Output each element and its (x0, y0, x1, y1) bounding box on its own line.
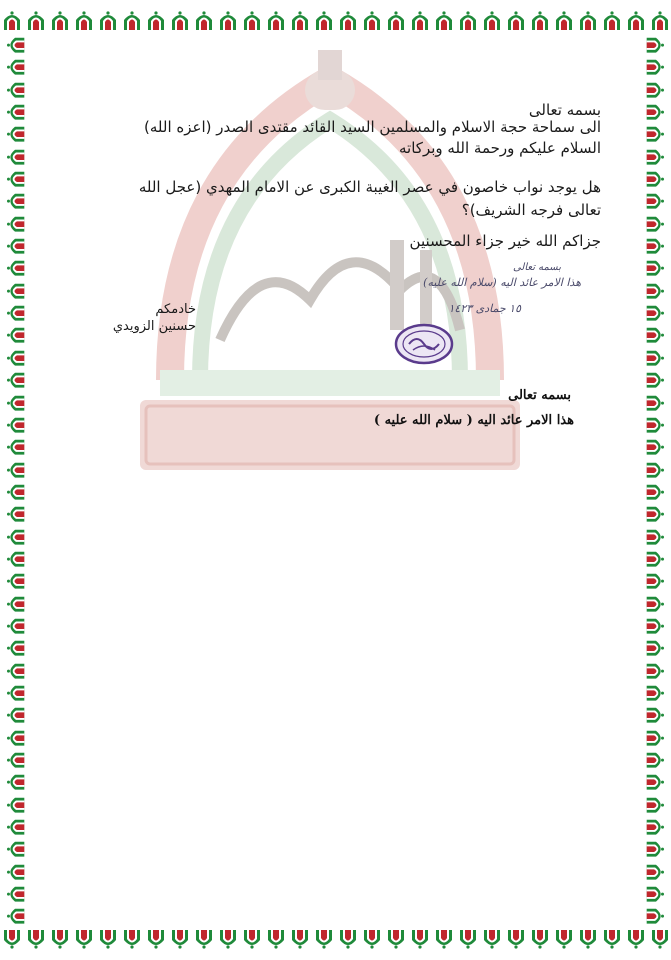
border-ornament-icon (2, 56, 28, 78)
question-line-2: تعالى فرجه الشريف)؟ (461, 201, 601, 219)
border-ornament-icon (2, 570, 28, 592)
border-ornament-icon (2, 660, 28, 682)
border-ornament-icon (2, 347, 28, 369)
border-ornament-icon (48, 8, 72, 32)
border-ornament-icon (2, 794, 28, 816)
border-ornament-icon (264, 928, 288, 952)
seal-stamp (393, 322, 455, 366)
border-ornament-icon (504, 8, 528, 32)
border-ornament-icon (643, 704, 669, 726)
border-ornament-icon (552, 928, 576, 952)
thanks-text: جزاكم الله خير جزاء المحسنين (409, 232, 601, 250)
border-ornament-icon (2, 280, 28, 302)
border-ornament-icon (408, 8, 432, 32)
border-ornament-icon (600, 8, 624, 32)
border-ornament-icon (643, 280, 669, 302)
border-ornament-icon (2, 816, 28, 838)
border-ornament-icon (643, 682, 669, 704)
border-ornament-icon (2, 526, 28, 548)
addressee-text: الى سماحة حجة الاسلام والمسلمين السيد القائد مقتدى الصدر (اعزه الله) (144, 118, 601, 136)
border-ornament-icon (643, 190, 669, 212)
border-ornament-icon (643, 771, 669, 793)
border-ornament-icon (643, 794, 669, 816)
border-ornament-icon (288, 928, 312, 952)
border-ornament-icon (2, 369, 28, 391)
border-ornament-icon (432, 928, 456, 952)
border-ornament-icon (2, 168, 28, 190)
border-ornament-icon (144, 928, 168, 952)
border-ornament-icon (643, 838, 669, 860)
sender-title: خادمكم (155, 302, 196, 317)
border-ornament-icon (2, 503, 28, 525)
border-ornament-icon (216, 8, 240, 32)
border-ornament-icon (384, 928, 408, 952)
border-ornament-icon (643, 168, 669, 190)
border-ornament-icon (643, 905, 669, 927)
border-ornament-icon (72, 8, 96, 32)
border-ornament-icon (2, 749, 28, 771)
border-ornament-icon (2, 883, 28, 905)
border-ornament-icon (96, 8, 120, 32)
border-ornament-icon (643, 235, 669, 257)
handwritten-reply: هذا الامر عائد اليه (سلام الله عليه) (423, 276, 581, 289)
border-ornament-icon (643, 727, 669, 749)
border-ornament-icon (643, 34, 669, 56)
border-ornament-icon (643, 570, 669, 592)
border-ornament-icon (576, 928, 600, 952)
border-right (643, 34, 669, 928)
border-ornament-icon (2, 414, 28, 436)
border-ornament-icon (240, 8, 264, 32)
border-ornament-icon (528, 928, 552, 952)
border-ornament-icon (408, 928, 432, 952)
border-ornament-icon (528, 8, 552, 32)
border-ornament-icon (120, 928, 144, 952)
border-ornament-icon (643, 79, 669, 101)
border-ornament-icon (168, 928, 192, 952)
border-ornament-icon (552, 8, 576, 32)
border-ornament-icon (643, 861, 669, 883)
border-ornament-icon (643, 548, 669, 570)
border-ornament-icon (312, 928, 336, 952)
answer-heading: بسمه تعالى (508, 388, 571, 403)
border-ornament-icon (2, 704, 28, 726)
border-ornament-icon (360, 928, 384, 952)
border-ornament-icon (624, 928, 648, 952)
border-ornament-icon (2, 615, 28, 637)
border-ornament-icon (384, 8, 408, 32)
question-line-1: هل يوجد نواب خاصون في عصر الغيبة الكبرى عن الامام المهدي (عجل الله (138, 178, 601, 196)
border-ornament-icon (643, 481, 669, 503)
border-ornament-icon (600, 928, 624, 952)
border-ornament-icon (504, 928, 528, 952)
border-ornament-icon (643, 459, 669, 481)
border-ornament-icon (480, 8, 504, 32)
border-ornament-icon (336, 8, 360, 32)
border-ornament-icon (643, 101, 669, 123)
handwritten-heading: بسمه تعالى (512, 262, 561, 273)
salutation-text: بسمه تعالى (528, 101, 601, 119)
border-ornament-icon (144, 8, 168, 32)
border-ornament-icon (643, 526, 669, 548)
border-ornament-icon (648, 928, 671, 952)
border-ornament-icon (643, 146, 669, 168)
border-top (0, 8, 671, 34)
border-ornament-icon (2, 727, 28, 749)
border-ornament-icon (288, 8, 312, 32)
greeting-text: السلام عليكم ورحمة الله وبركاته (399, 139, 601, 157)
border-ornament-icon (0, 8, 24, 32)
border-ornament-icon (2, 123, 28, 145)
border-bottom (0, 928, 671, 954)
border-ornament-icon (643, 347, 669, 369)
border-ornament-icon (2, 235, 28, 257)
border-ornament-icon (643, 660, 669, 682)
border-ornament-icon (2, 548, 28, 570)
border-ornament-icon (643, 749, 669, 771)
answer-text: هذا الامر عائد اليه ( سلام الله عليه ) (373, 413, 574, 428)
border-ornament-icon (312, 8, 336, 32)
border-ornament-icon (480, 928, 504, 952)
border-ornament-icon (2, 861, 28, 883)
border-ornament-icon (192, 928, 216, 952)
border-left (2, 34, 28, 928)
border-ornament-icon (624, 8, 648, 32)
border-ornament-icon (216, 928, 240, 952)
border-ornament-icon (168, 8, 192, 32)
border-ornament-icon (24, 928, 48, 952)
border-ornament-icon (2, 481, 28, 503)
border-ornament-icon (643, 414, 669, 436)
border-ornament-icon (456, 8, 480, 32)
border-ornament-icon (2, 682, 28, 704)
border-ornament-icon (456, 928, 480, 952)
border-ornament-icon (24, 8, 48, 32)
border-ornament-icon (2, 146, 28, 168)
border-ornament-icon (2, 302, 28, 324)
border-ornament-icon (2, 771, 28, 793)
border-ornament-icon (643, 883, 669, 905)
border-ornament-icon (643, 816, 669, 838)
border-ornament-icon (576, 8, 600, 32)
border-ornament-icon (2, 213, 28, 235)
border-ornament-icon (360, 8, 384, 32)
border-ornament-icon (120, 8, 144, 32)
border-ornament-icon (2, 34, 28, 56)
border-ornament-icon (2, 79, 28, 101)
border-ornament-icon (643, 257, 669, 279)
border-ornament-icon (2, 101, 28, 123)
border-ornament-icon (643, 615, 669, 637)
border-ornament-icon (2, 257, 28, 279)
border-ornament-icon (643, 593, 669, 615)
border-ornament-icon (2, 838, 28, 860)
border-ornament-icon (643, 637, 669, 659)
border-ornament-icon (643, 503, 669, 525)
border-ornament-icon (643, 213, 669, 235)
border-ornament-icon (643, 56, 669, 78)
border-ornament-icon (2, 593, 28, 615)
border-ornament-icon (643, 324, 669, 346)
sender-name: حسنين الزويدي (112, 319, 196, 334)
border-ornament-icon (643, 392, 669, 414)
border-ornament-icon (96, 928, 120, 952)
border-ornament-icon (2, 637, 28, 659)
border-ornament-icon (2, 436, 28, 458)
border-ornament-icon (72, 928, 96, 952)
border-ornament-icon (2, 459, 28, 481)
border-ornament-icon (2, 905, 28, 927)
border-ornament-icon (48, 928, 72, 952)
border-ornament-icon (2, 392, 28, 414)
border-ornament-icon (192, 8, 216, 32)
border-ornament-icon (240, 928, 264, 952)
border-ornament-icon (2, 324, 28, 346)
border-ornament-icon (643, 436, 669, 458)
handwritten-date: ١٥ جمادى ١٤٢٣ (448, 302, 521, 315)
border-ornament-icon (2, 190, 28, 212)
border-ornament-icon (648, 8, 671, 32)
border-ornament-icon (432, 8, 456, 32)
border-ornament-icon (0, 928, 24, 952)
border-ornament-icon (643, 302, 669, 324)
border-ornament-icon (336, 928, 360, 952)
border-ornament-icon (264, 8, 288, 32)
border-ornament-icon (643, 369, 669, 391)
border-ornament-icon (643, 123, 669, 145)
